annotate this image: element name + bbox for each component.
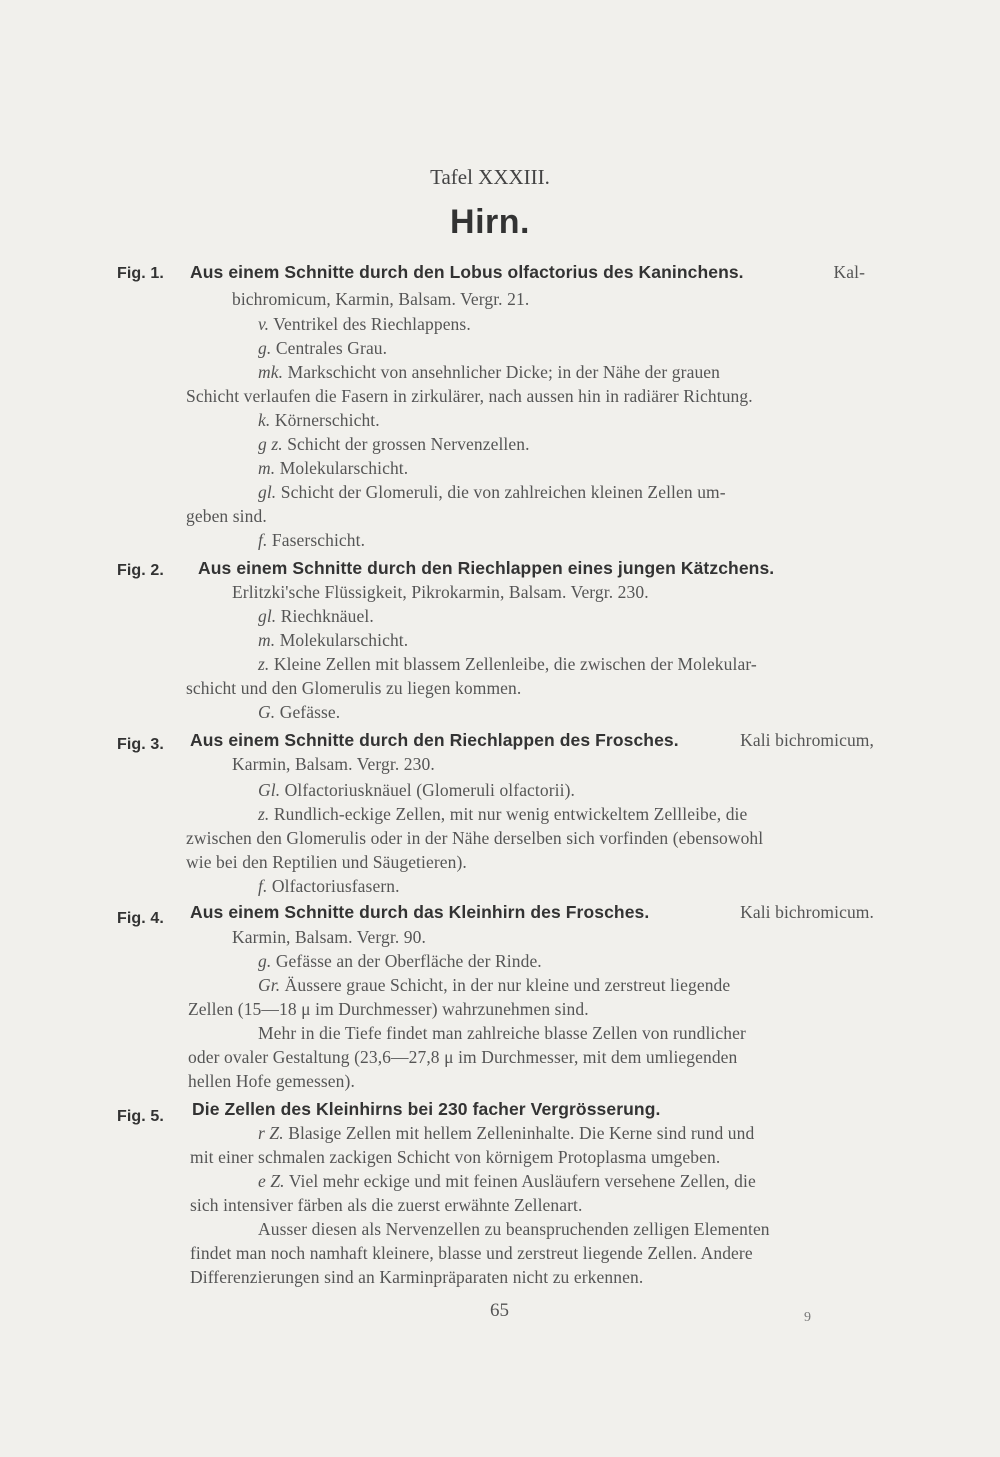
fig3-title: Aus einem Schnitte durch den Riechlappen des Frosches. — [190, 730, 679, 750]
fig5-entry-eZ-cont: sich intensiver färben als die zuerst erwähnte Zellenart. — [190, 1195, 583, 1215]
page-heading: Hirn. — [450, 203, 530, 241]
fig1-entry-gz: g z. Schicht der grossen Nervenzellen. — [258, 434, 530, 454]
fig3-entry-z-cont1: zwischen den Glomerulis oder in der Nähe derselben sich vorfinden (ebensowohl — [186, 828, 764, 848]
fig3-entry-f: f. Olfactoriusfasern. — [258, 876, 400, 896]
fig5-entry-rZ: r Z. Blasige Zellen mit hellem Zelleninhalte. Die Kerne sind rund und — [258, 1123, 755, 1143]
fig2-entry-G: G. Gefässe. — [258, 702, 341, 722]
fig4-label: Fig. 4. — [117, 910, 164, 927]
fig3-entry-z: z. Rundlich-eckige Zellen, mit nur wenig entwickeltem Zellleibe, die — [258, 804, 748, 824]
fig4-entry-g: g. Gefässe an der Oberfläche der Rinde. — [258, 951, 542, 971]
fig1-title: Aus einem Schnitte durch den Lobus olfactorius des Kaninchens. — [190, 262, 744, 282]
fig1-entry-g: g. Centrales Grau. — [258, 338, 388, 358]
fig2-method: Erlitzki'sche Flüssigkeit, Pikrokarmin, Balsam. Vergr. 230. — [232, 582, 649, 602]
fig5-paragraph-line-2: findet man noch namhaft kleinere, blasse und zerstreut liegende Zellen. Andere — [190, 1243, 753, 1263]
page-number: 65 — [490, 1300, 509, 1321]
plate-number: Tafel XXXIII. — [430, 165, 550, 189]
fig4-paragraph-line-1: Mehr in die Tiefe findet man zahlreiche blasse Zellen von rundlicher — [258, 1023, 746, 1043]
fig3-entry-Gl: Gl. Olfactoriusknäuel (Glomeruli olfactorii). — [258, 780, 575, 800]
fig1-entry-gl-cont: geben sind. — [186, 506, 267, 526]
fig5-paragraph-line-1: Ausser diesen als Nervenzellen zu beanspruchenden zelligen Elementen — [258, 1219, 770, 1239]
fig2-entry-z: z. Kleine Zellen mit blassem Zellenleibe, die zwischen der Molekular- — [258, 654, 757, 674]
fig5-entry-rZ-cont: mit einer schmalen zackigen Schicht von körnigem Protoplasma umgeben. — [190, 1147, 721, 1167]
fig1-title-line: Aus einem Schnitte durch den Lobus olfactorius des Kaninchens. Kal- — [190, 262, 865, 282]
fig5-paragraph-line-3: Differenzierungen sind an Karminpräparaten nicht zu erkennen. — [190, 1267, 644, 1287]
fig2-entry-z-cont: schicht und den Glomerulis zu liegen kommen. — [186, 678, 522, 698]
fig1-entry-k: k. Körnerschicht. — [258, 410, 380, 430]
fig1-entry-f: f. Faserschicht. — [258, 530, 366, 550]
fig2-entry-m: m. Molekularschicht. — [258, 630, 409, 650]
fig3-title-line: Aus einem Schnitte durch den Riechlappen des Frosches. Kali bichromicum, — [190, 730, 874, 750]
fig5-entry-eZ: e Z. Viel mehr eckige und mit feinen Ausläufern versehene Zellen, die — [258, 1171, 756, 1191]
fig5-label: Fig. 5. — [117, 1108, 164, 1125]
fig1-entry-mk: mk. Markschicht von ansehnlicher Dicke; in der Nähe der grauen — [258, 362, 721, 382]
fig1-entry-gl: gl. Schicht der Glomeruli, die von zahlreichen kleinen Zellen um- — [258, 482, 726, 502]
fig1-entry-mk-cont: Schicht verlaufen die Fasern in zirkulärer, nach aussen hin in radiärer Richtung. — [186, 386, 753, 406]
fig3-entry-z-cont2: wie bei den Reptilien und Säugetieren). — [186, 852, 467, 872]
fig4-entry-Gr-cont: Zellen (15—18 μ im Durchmesser) wahrzunehmen sind. — [188, 999, 589, 1019]
fig4-title: Aus einem Schnitte durch das Kleinhirn des Frosches. — [190, 902, 650, 922]
fig4-title-line: Aus einem Schnitte durch das Kleinhirn des Frosches. Kali bichromicum. — [190, 902, 874, 922]
fig1-entry-v: v. Ventrikel des Riechlappens. — [258, 314, 471, 334]
fig3-label: Fig. 3. — [117, 736, 164, 753]
fig4-entry-Gr: Gr. Äussere graue Schicht, in der nur kleine und zerstreut liegende — [258, 975, 731, 995]
fig5-title: Die Zellen des Kleinhirns bei 230 facher Vergrösserung. — [192, 1099, 661, 1119]
fig4-method: Karmin, Balsam. Vergr. 90. — [232, 927, 426, 947]
fig1-method: bichromicum, Karmin, Balsam. Vergr. 21. — [232, 289, 530, 309]
fig4-paragraph-line-3: hellen Hofe gemessen). — [188, 1071, 355, 1091]
fig2-entry-gl: gl. Riechknäuel. — [258, 606, 374, 626]
fig4-paragraph-line-2: oder ovaler Gestaltung (23,6—27,8 μ im Durchmesser, mit dem umliegenden — [188, 1047, 738, 1067]
printer-signature: 9 — [804, 1310, 811, 1325]
fig3-method: Karmin, Balsam. Vergr. 230. — [232, 754, 435, 774]
fig1-label: Fig. 1. — [117, 265, 164, 282]
fig2-label: Fig. 2. — [117, 562, 164, 579]
fig2-title: Aus einem Schnitte durch den Riechlappen eines jungen Kätzchens. — [198, 558, 775, 578]
fig1-entry-m: m. Molekularschicht. — [258, 458, 409, 478]
